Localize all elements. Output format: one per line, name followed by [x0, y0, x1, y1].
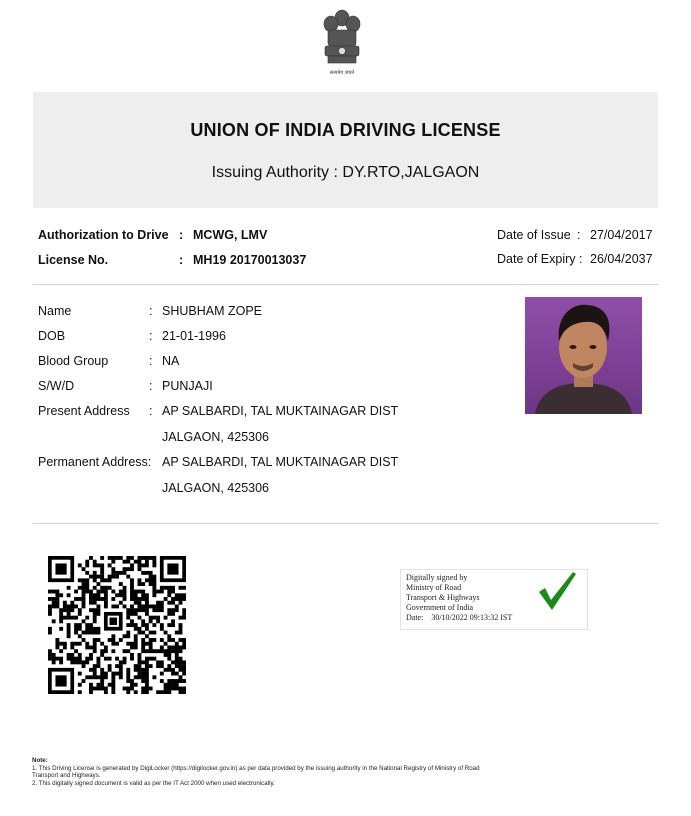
- expiry-date-colon: :: [579, 252, 583, 266]
- present-address-line1: AP SALBARDI, TAL MUKTAINAGAR DIST: [162, 404, 399, 418]
- signature-line4: Government of India: [406, 603, 474, 612]
- person-silhouette-icon: [525, 297, 642, 414]
- name-value: SHUBHAM ZOPE: [162, 304, 263, 318]
- blood-group-colon: :: [149, 354, 153, 368]
- permanent-address-line2: JALGAON, 425306: [162, 481, 270, 495]
- dob-label: DOB: [38, 329, 66, 343]
- dob-value: 21-01-1996: [162, 329, 226, 343]
- license-number-label: License No.: [38, 253, 109, 267]
- note-title: Note:: [32, 757, 48, 764]
- divider-top: [33, 284, 658, 285]
- license-number-value: MH19 20170013037: [193, 253, 307, 267]
- swd-value: PUNJAJI: [162, 379, 213, 393]
- authorization-label: Authorization to Drive: [38, 228, 169, 242]
- divider-bottom: [33, 523, 658, 524]
- signature-date-value: 30/10/2022 09:13:32 IST: [431, 613, 513, 622]
- expiry-date-value: 26/04/2037: [590, 252, 653, 266]
- authorization-colon: :: [179, 228, 184, 242]
- digital-signature-box: [400, 569, 588, 630]
- present-address-label: Present Address: [38, 404, 130, 418]
- present-address-line2: JALGAON, 425306: [162, 430, 270, 444]
- issue-date-value: 27/04/2017: [590, 228, 653, 242]
- dob-colon: :: [149, 329, 153, 343]
- blood-group-label: Blood Group: [38, 354, 109, 368]
- signature-date-row: [406, 613, 512, 623]
- issuing-authority: Issuing Authority : DY.RTO,JALGAON: [211, 164, 480, 181]
- issue-date-colon: :: [577, 228, 581, 242]
- swd-colon: :: [149, 379, 153, 393]
- name-label: Name: [38, 304, 72, 318]
- signature-line1: Digitally signed by: [406, 573, 468, 582]
- ashoka-emblem-icon: [318, 6, 366, 78]
- swd-label: S/W/D: [38, 379, 75, 393]
- header-band: [33, 92, 658, 208]
- present-address-colon: :: [149, 404, 153, 418]
- license-number-colon: :: [179, 253, 184, 267]
- qr-code: [48, 556, 186, 694]
- note-item-1-cont: Transport and Highways.: [32, 772, 101, 780]
- holder-photo: [525, 297, 642, 414]
- note-item-2: 2. This digitally signed document is valid as per the IT Act 2000 when used electronically.: [32, 779, 275, 787]
- blood-group-value: NA: [162, 354, 180, 368]
- signature-line2: Ministry of Road: [406, 583, 462, 592]
- authorization-value: MCWG, LMV: [193, 228, 268, 242]
- document-title: UNION OF INDIA DRIVING LICENSE: [190, 120, 501, 140]
- signature-line3: Transport & Highways: [406, 593, 480, 602]
- emblem-motto: सत्यमेव जयते: [329, 70, 355, 76]
- note-item-1: 1. This Driving License is generated by DigiLocker (https://digilocker.gov.in) as per data provided by the issuing authority in the National Registry of Ministry of Road: [32, 764, 480, 772]
- expiry-date-label: Date of Expiry: [497, 252, 576, 266]
- permanent-address-label: Permanent Address:: [38, 455, 152, 469]
- permanent-address-line1: AP SALBARDI, TAL MUKTAINAGAR DIST: [162, 455, 399, 469]
- name-colon: :: [149, 304, 153, 318]
- signature-date-label: Date:: [406, 613, 424, 622]
- issue-date-label: Date of Issue: [497, 228, 571, 242]
- footer-note: [32, 757, 652, 787]
- checkmark-icon: [535, 568, 579, 612]
